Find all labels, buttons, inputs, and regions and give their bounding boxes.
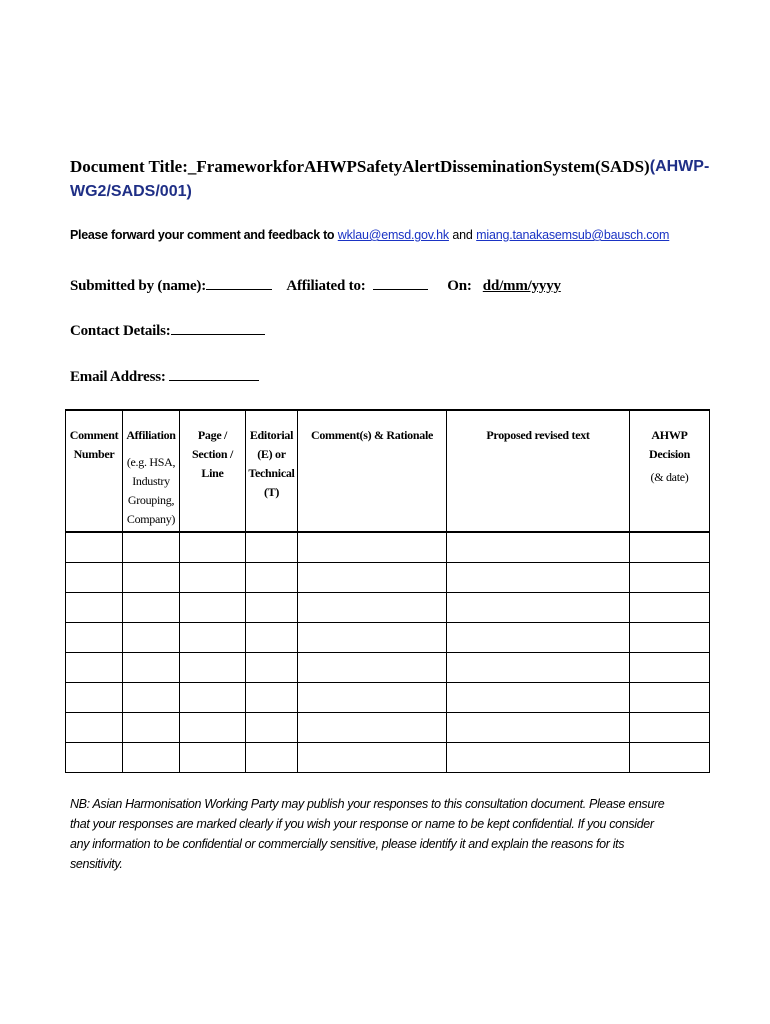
table-cell[interactable] [298, 562, 447, 592]
table-cell[interactable] [180, 562, 246, 592]
table-cell[interactable] [630, 592, 710, 622]
table-cell[interactable] [246, 592, 298, 622]
table-cell[interactable] [66, 592, 123, 622]
affiliated-to-blank[interactable] [373, 276, 428, 290]
document-title-line-1 [70, 155, 710, 179]
table-cell[interactable] [180, 712, 246, 742]
table-cell[interactable] [298, 682, 447, 712]
table-cell[interactable] [66, 742, 123, 772]
table-cell[interactable] [66, 532, 123, 562]
nb-note: NB: Asian Harmonisation Working Party may publish your responses to this consultation document. Please ensure that your responses are marked clearly if you wish your response or name to be kept confidential. If you consider any information to be confidential or commercially sensitive, please identify it and explain the reasons for its sensitivity. [70, 797, 665, 871]
date-placeholder[interactable]: dd/mm/yyyy [482, 278, 561, 294]
title-word: for [282, 157, 305, 176]
on-label: On: [447, 278, 472, 294]
table-cell[interactable] [630, 652, 710, 682]
table-cell[interactable] [447, 562, 630, 592]
header-affiliation: Affiliation (e.g. HSA, Industry Grouping, Company) [123, 410, 180, 532]
email-address-blank[interactable] [169, 367, 259, 381]
table-cell[interactable] [630, 562, 710, 592]
table-cell[interactable] [447, 652, 630, 682]
table-cell[interactable] [298, 742, 447, 772]
table-row [66, 682, 710, 712]
table-cell[interactable] [298, 592, 447, 622]
title-word: Safety [356, 157, 403, 176]
header-comments-rationale: Comment(s) & Rationale [298, 410, 447, 532]
comment-table [65, 409, 710, 773]
table-cell[interactable] [447, 592, 630, 622]
email-link-wklau[interactable]: wklau@emsd.gov.hk [337, 228, 449, 242]
contact-details-field [70, 321, 265, 340]
header-ahwp-decision: AHWP Decision (& date) [630, 410, 710, 532]
title-word: System [542, 157, 595, 176]
table-cell[interactable] [298, 712, 447, 742]
header-proposed-revised-text: Proposed revised text [447, 410, 630, 532]
table-cell[interactable] [246, 562, 298, 592]
document-code-part-1: (AHWP- [649, 158, 710, 175]
title-word: Alert [402, 157, 441, 176]
table-row [66, 742, 710, 772]
table-cell[interactable] [66, 562, 123, 592]
table-cell[interactable] [630, 682, 710, 712]
table-cell[interactable] [180, 622, 246, 652]
table-cell[interactable] [447, 712, 630, 742]
table-body [66, 532, 710, 772]
title-word: Dissemination [440, 157, 543, 176]
and-text: and [452, 228, 473, 242]
header-comment-number: Comment Number [66, 410, 123, 532]
submission-fields [70, 276, 561, 295]
table-cell[interactable] [246, 622, 298, 652]
table-cell[interactable] [66, 622, 123, 652]
table-cell[interactable] [123, 592, 180, 622]
table-cell[interactable] [180, 532, 246, 562]
table-cell[interactable] [66, 682, 123, 712]
title-prefix: Document Title:_Framework [70, 157, 283, 176]
table-cell[interactable] [180, 652, 246, 682]
table-row [66, 652, 710, 682]
table-row [66, 712, 710, 742]
table-cell[interactable] [180, 682, 246, 712]
table-cell[interactable] [180, 592, 246, 622]
forward-instructions [70, 228, 669, 242]
table-cell[interactable] [298, 622, 447, 652]
table-cell[interactable] [298, 532, 447, 562]
table-cell[interactable] [246, 712, 298, 742]
table-cell[interactable] [123, 712, 180, 742]
contact-details-label: Contact Details: [70, 323, 171, 339]
table-cell[interactable] [123, 652, 180, 682]
table-cell[interactable] [123, 682, 180, 712]
table-cell[interactable] [447, 682, 630, 712]
table-cell[interactable] [630, 712, 710, 742]
header-editorial-technical: Editorial (E) or Technical (T) [246, 410, 298, 532]
submitted-by-label: Submitted by (name): [70, 278, 207, 294]
table-cell[interactable] [123, 562, 180, 592]
table-row [66, 592, 710, 622]
table-cell[interactable] [630, 742, 710, 772]
document-title-line-2 [70, 179, 702, 204]
table-cell[interactable] [447, 532, 630, 562]
table-cell[interactable] [123, 532, 180, 562]
table-cell[interactable] [630, 622, 710, 652]
table-cell[interactable] [246, 532, 298, 562]
title-word: (SADS) [594, 157, 650, 176]
table-cell[interactable] [246, 742, 298, 772]
contact-details-blank[interactable] [171, 321, 265, 335]
header-page-section-line: Page / Section / Line [180, 410, 246, 532]
table-cell[interactable] [123, 622, 180, 652]
forward-label: Please forward your comment and feedback to [70, 228, 335, 242]
table-cell[interactable] [246, 652, 298, 682]
table-row [66, 562, 710, 592]
table-cell[interactable] [630, 532, 710, 562]
email-link-miang[interactable]: miang.tanakasemsub@bausch.com [476, 228, 670, 242]
table-cell[interactable] [447, 622, 630, 652]
document-title [70, 155, 710, 204]
table-cell[interactable] [298, 652, 447, 682]
email-address-field [70, 367, 259, 386]
table-cell[interactable] [66, 652, 123, 682]
table-cell[interactable] [447, 742, 630, 772]
title-word: AHWP [304, 157, 357, 176]
table-row [66, 622, 710, 652]
table-cell[interactable] [123, 742, 180, 772]
email-address-label: Email Address: [70, 369, 166, 385]
table-row [66, 532, 710, 562]
table-header-row [66, 410, 710, 532]
table-cell[interactable] [66, 712, 123, 742]
table-cell[interactable] [246, 682, 298, 712]
document-code-part-2: WG2/SADS/001) [70, 183, 192, 200]
table-cell[interactable] [180, 742, 246, 772]
submitted-by-blank[interactable] [206, 276, 272, 290]
affiliated-to-label: Affiliated to: [286, 278, 366, 294]
